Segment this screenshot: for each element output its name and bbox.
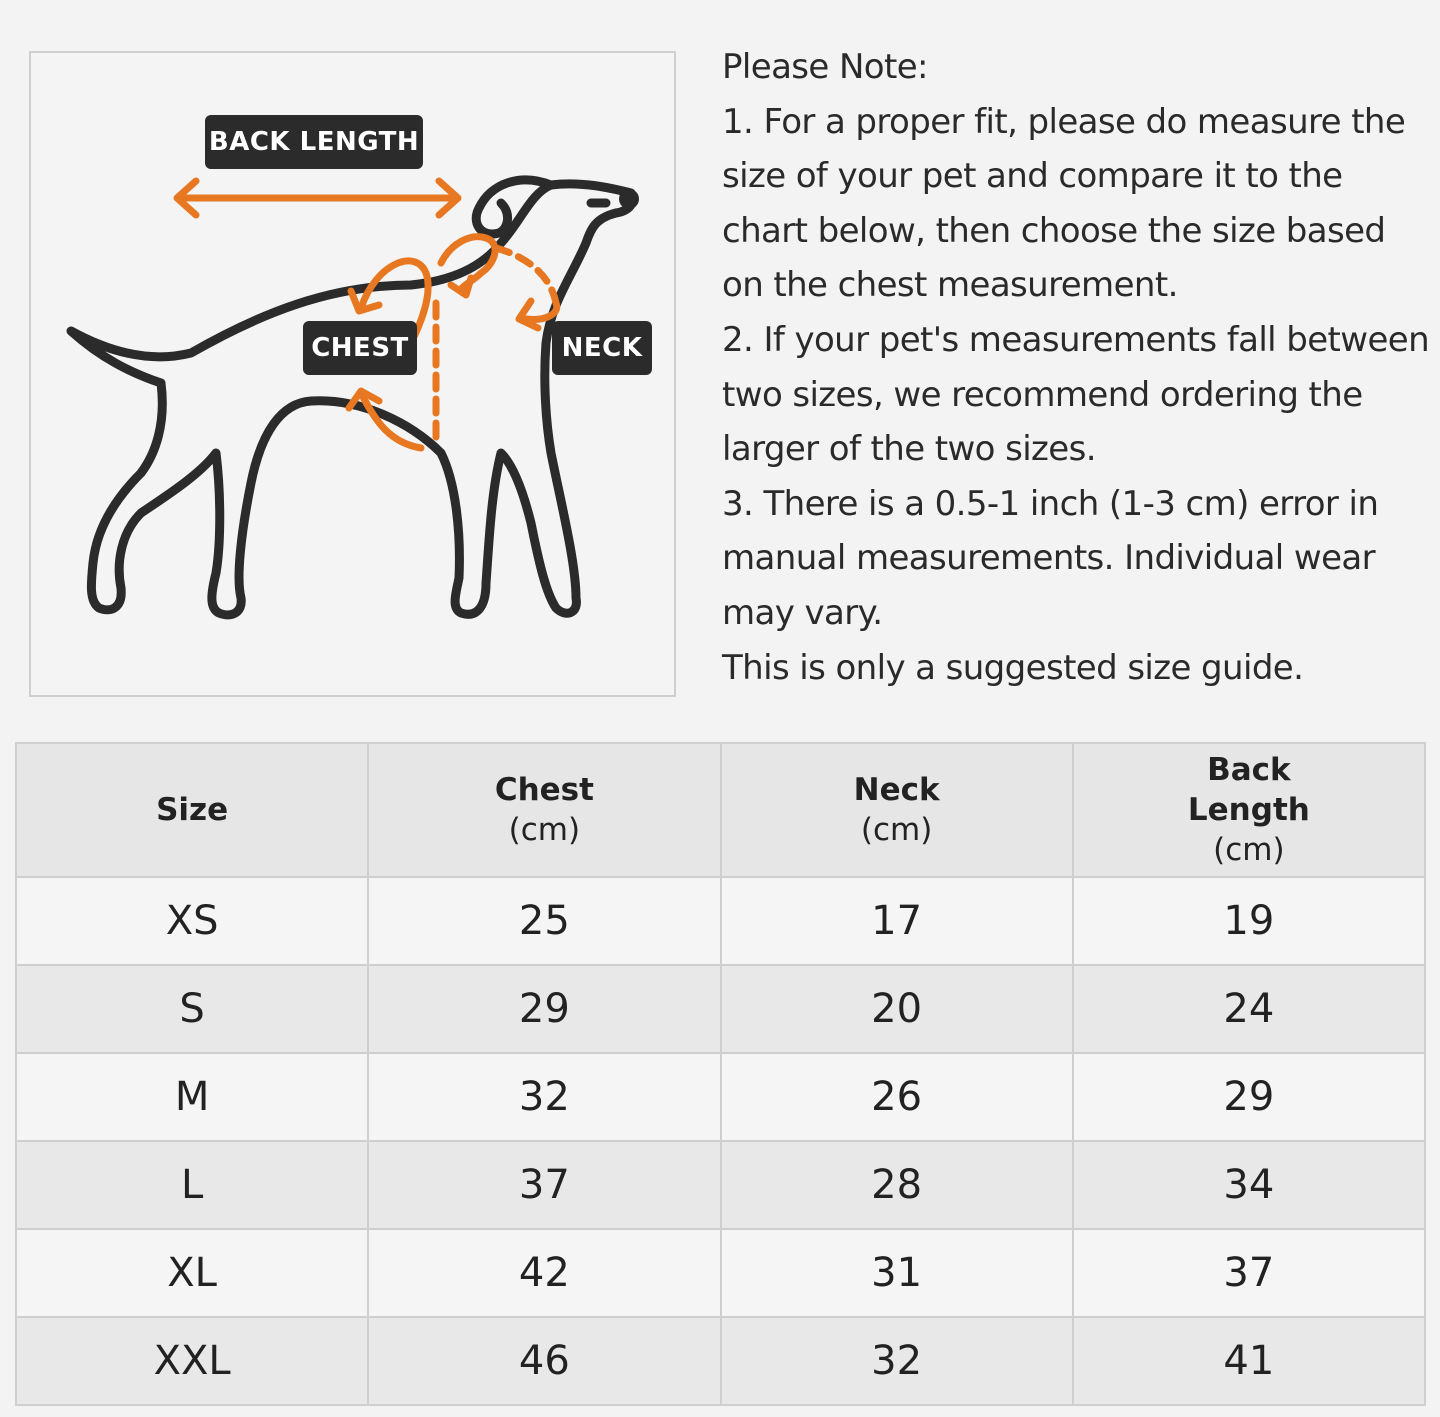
cell-neck: 17 xyxy=(721,877,1073,965)
cell-neck: 31 xyxy=(721,1229,1073,1317)
header-back-length-unit: (cm) xyxy=(1213,832,1285,868)
cell-neck: 28 xyxy=(721,1141,1073,1229)
neck-label: NECK xyxy=(552,321,652,375)
cell-back-length: 29 xyxy=(1073,1053,1425,1141)
header-neck-label: Neck xyxy=(853,772,940,808)
cell-neck: 26 xyxy=(721,1053,1073,1141)
size-note xyxy=(722,40,1432,695)
cell-size: S xyxy=(16,965,368,1053)
cell-back-length: 34 xyxy=(1073,1141,1425,1229)
note-item-3: 3. There is a 0.5-1 inch (1-3 cm) error in manual measurements. Individual wear may vary. xyxy=(722,483,1379,633)
table-row xyxy=(16,877,1425,965)
dog-measurement-diagram xyxy=(29,51,676,697)
measurement-arrows xyxy=(177,181,557,448)
size-chart-table xyxy=(15,742,1426,1406)
cell-neck: 20 xyxy=(721,965,1073,1053)
cell-chest: 37 xyxy=(368,1141,720,1229)
cell-back-length: 19 xyxy=(1073,877,1425,965)
header-neck xyxy=(721,743,1073,877)
note-footer: This is only a suggested size guide. xyxy=(722,647,1304,688)
header-back-length xyxy=(1073,743,1425,877)
table-row xyxy=(16,1053,1425,1141)
header-chest xyxy=(368,743,720,877)
cell-size: L xyxy=(16,1141,368,1229)
cell-size: M xyxy=(16,1053,368,1141)
table-row xyxy=(16,1229,1425,1317)
header-chest-unit: (cm) xyxy=(508,812,581,848)
cell-neck: 32 xyxy=(721,1317,1073,1405)
cell-back-length: 41 xyxy=(1073,1317,1425,1405)
cell-chest: 29 xyxy=(368,965,720,1053)
table-header-row xyxy=(16,743,1425,877)
table-row xyxy=(16,1141,1425,1229)
cell-back-length: 37 xyxy=(1073,1229,1425,1317)
header-size xyxy=(16,743,368,877)
note-item-2: 2. If your pet's measurements fall between two sizes, we recommend ordering the larger of the two sizes. xyxy=(722,319,1430,470)
cell-chest: 46 xyxy=(368,1317,720,1405)
cell-chest: 32 xyxy=(368,1053,720,1141)
note-item-1: 1. For a proper fit, please do measure the size of your pet and compare it to the chart below, then choose the size based on the chest measurement. xyxy=(722,101,1406,306)
table-row xyxy=(16,1317,1425,1405)
header-chest-label: Chest xyxy=(494,772,594,808)
back-length-label: BACK LENGTH xyxy=(205,115,423,169)
header-back-length-label: Back Length xyxy=(1187,752,1310,828)
header-size-label: Size xyxy=(156,792,229,828)
cell-chest: 25 xyxy=(368,877,720,965)
note-heading: Please Note: xyxy=(722,47,928,87)
cell-back-length: 24 xyxy=(1073,965,1425,1053)
cell-size: XS xyxy=(16,877,368,965)
cell-size: XXL xyxy=(16,1317,368,1405)
header-neck-unit: (cm) xyxy=(860,812,933,848)
cell-size: XL xyxy=(16,1229,368,1317)
table-row xyxy=(16,965,1425,1053)
chest-label: CHEST xyxy=(303,321,417,375)
cell-chest: 42 xyxy=(368,1229,720,1317)
dog-nose xyxy=(619,189,639,209)
